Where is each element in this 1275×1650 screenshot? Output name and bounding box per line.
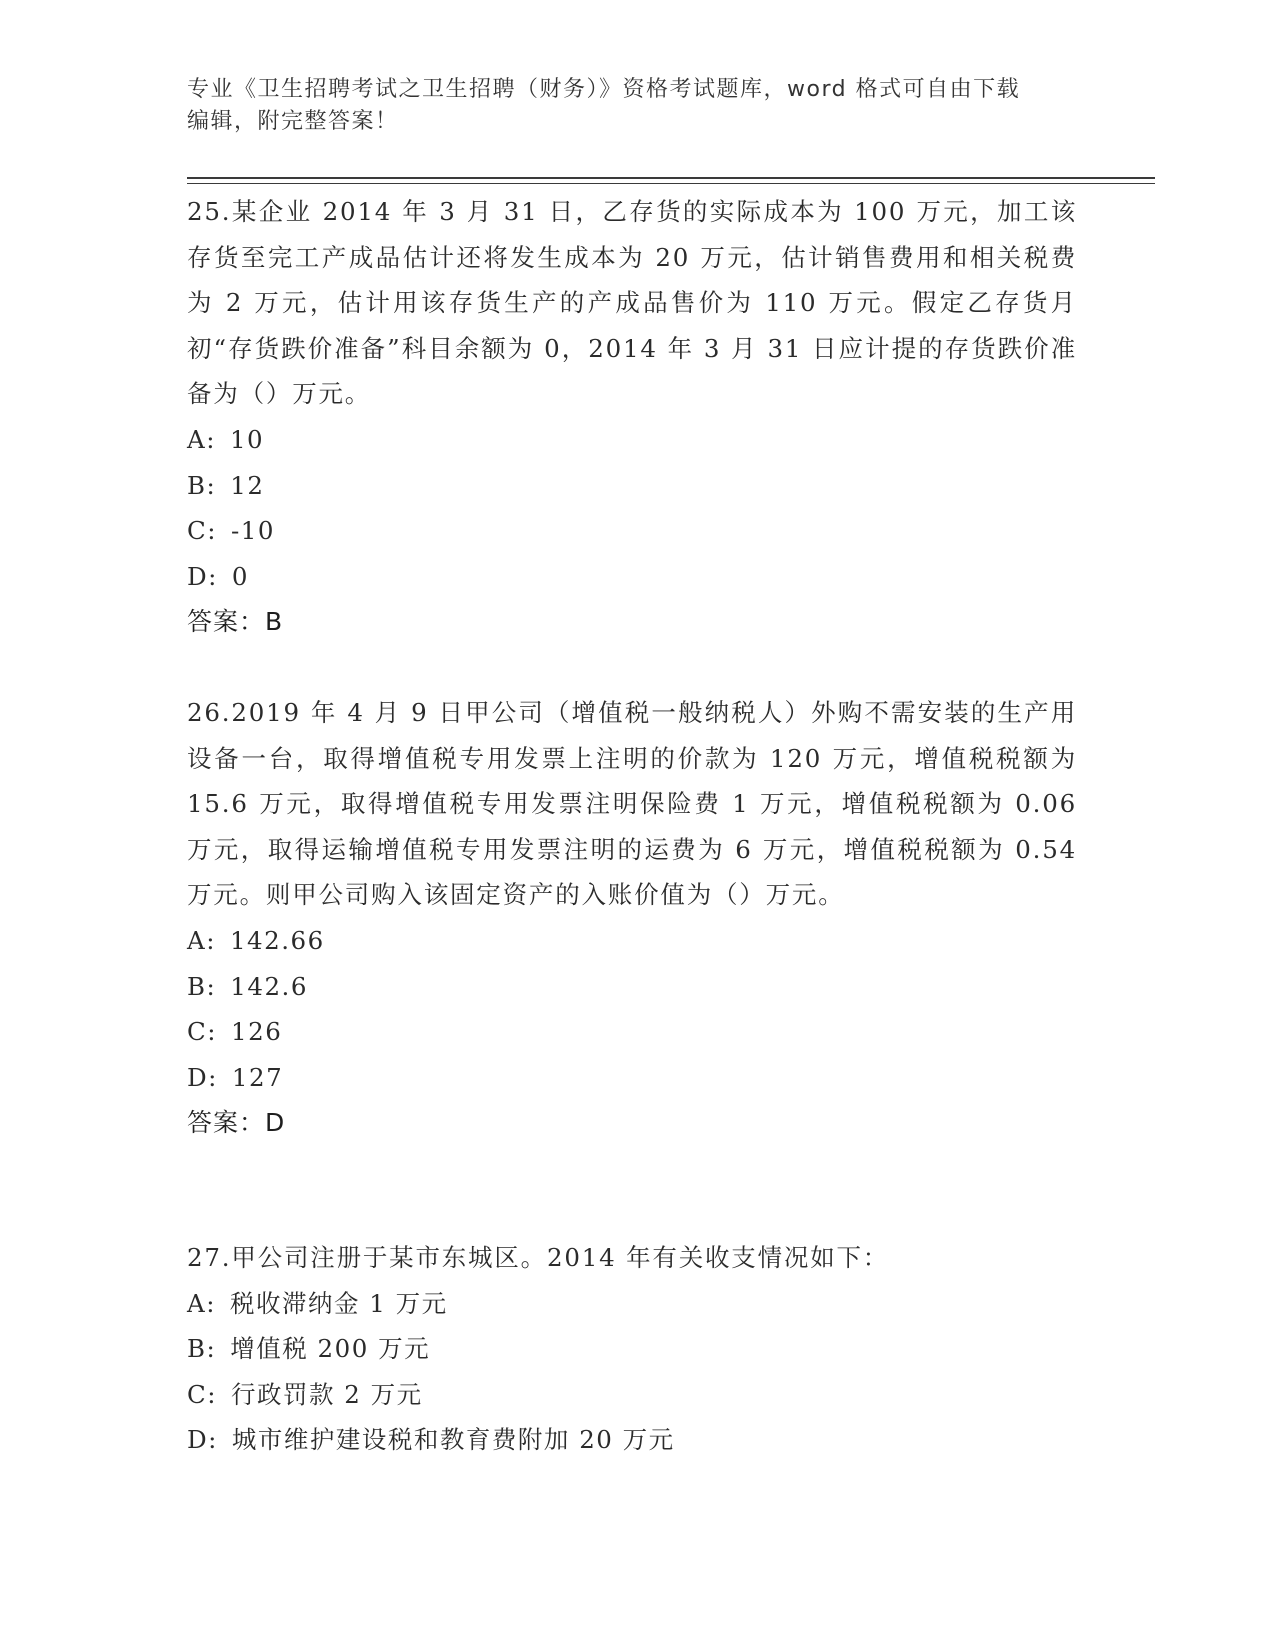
option-b xyxy=(187,964,1077,1010)
option-text: -10 xyxy=(231,516,275,546)
option-c xyxy=(187,1009,1077,1055)
option-text: 10 xyxy=(229,424,265,454)
option-text: 12 xyxy=(230,470,265,500)
header-divider-thick xyxy=(187,177,1155,179)
option-text: 142.66 xyxy=(229,925,325,955)
header-line-1: 专业《卫生招聘考试之卫生招聘（财务）》资格考试题库，word 格式可自由下载 xyxy=(187,77,1021,102)
option-c xyxy=(187,1372,1077,1418)
header-line-2: 编辑，附完整答案！ xyxy=(187,109,399,134)
option-key: D: xyxy=(187,1425,218,1455)
question-stem: 27.甲公司注册于某市东城区。2014 年有关收支情况如下： xyxy=(187,1243,890,1272)
option-a xyxy=(187,1281,1077,1327)
option-text: 142.6 xyxy=(230,971,308,1001)
option-key: B: xyxy=(187,1334,217,1364)
header-divider-thin xyxy=(187,183,1155,184)
option-d xyxy=(187,1417,1077,1463)
document-header xyxy=(187,74,1087,138)
option-text: 城市维护建设税和教育费附加 20 万元 xyxy=(231,1425,675,1455)
option-text: 税收滞纳金 1 万元 xyxy=(229,1288,448,1318)
option-text: 0 xyxy=(231,561,249,591)
answer-line: 答案：D xyxy=(187,1108,286,1138)
option-list xyxy=(187,918,1077,1100)
option-a xyxy=(187,918,1077,964)
option-list xyxy=(187,1281,1077,1463)
option-key: C: xyxy=(187,1017,218,1047)
option-key: B: xyxy=(187,971,217,1001)
option-key: B: xyxy=(187,470,217,500)
option-text: 行政罚款 2 万元 xyxy=(231,1379,423,1409)
option-key: C: xyxy=(187,1379,218,1409)
question-stem: 25.某企业 2014 年 3 月 31 日，乙存货的实际成本为 100 万元，加工该存货至完工产成品估计还将发生成本为 20 万元，估计销售费用和相关税费为 2 万元，估计用该存货生产的产成品售价为 110 万元。假定乙存货月初“存货跌价准备”科目余额为 0，2014 年 3 月 31 日应计提的存货跌价准备为（）万元。 xyxy=(187,197,1077,409)
option-key: A: xyxy=(187,1288,216,1318)
question-25 xyxy=(187,189,1077,645)
option-text: 127 xyxy=(231,1062,284,1092)
option-a xyxy=(187,417,1077,463)
option-key: D: xyxy=(187,561,218,591)
question-26 xyxy=(187,690,1077,1146)
option-list xyxy=(187,417,1077,599)
question-stem: 26.2019 年 4 月 9 日甲公司（增值税一般纳税人）外购不需安装的生产用设备一台，取得增值税专用发票上注明的价款为 120 万元，增值税税额为 15.6 万元，取得增值税专用发票注明保险费 1 万元，增值税税额为 0.06 万元，取得运输增值税专用发票注明的运费为 6 万元，增值税税额为 0.54 万元。则甲公司购入该固定资产的入账价值为（）万元。 xyxy=(187,698,1077,910)
option-key: C: xyxy=(187,516,218,546)
option-key: A: xyxy=(187,925,216,955)
option-b xyxy=(187,1326,1077,1372)
option-b xyxy=(187,463,1077,509)
option-text: 增值税 200 万元 xyxy=(230,1334,431,1364)
answer-line: 答案：B xyxy=(187,607,284,637)
question-27 xyxy=(187,1235,1077,1463)
option-d xyxy=(187,1055,1077,1101)
option-text: 126 xyxy=(231,1017,283,1047)
option-key: A: xyxy=(187,424,216,454)
option-d xyxy=(187,554,1077,600)
option-c xyxy=(187,508,1077,554)
option-key: D: xyxy=(187,1062,218,1092)
